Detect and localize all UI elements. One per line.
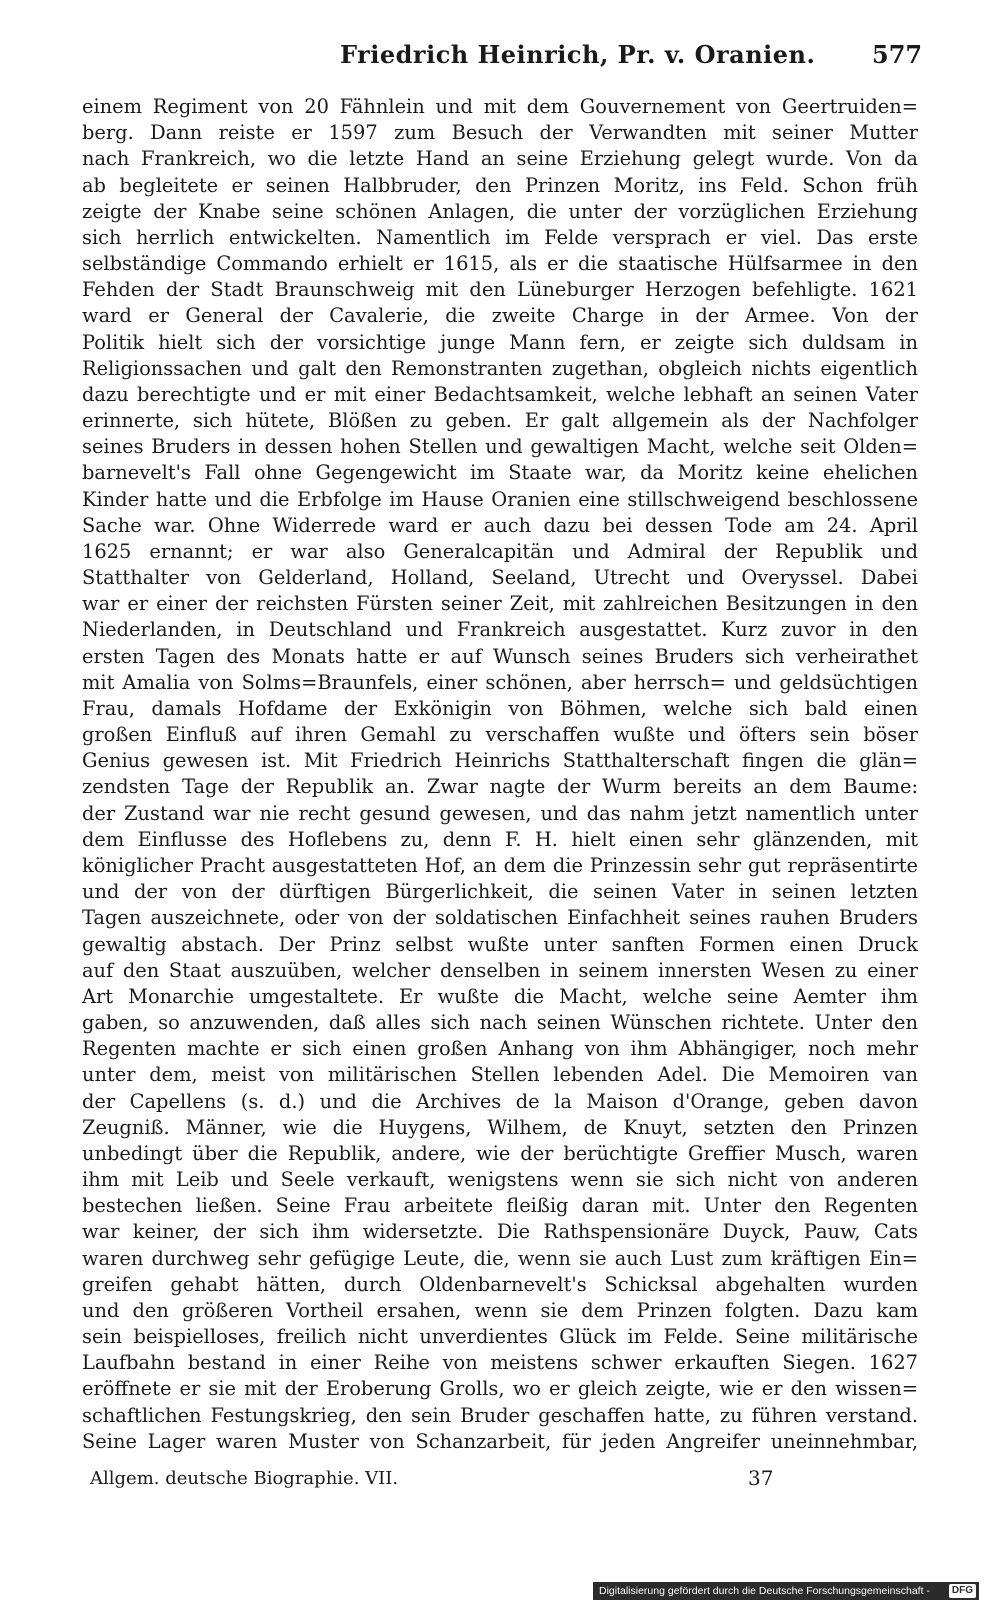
text-line: barnevelt's Fall ohne Gegengewicht im Staate war, da Moritz keine ehelichen — [82, 461, 918, 485]
signature-line: Allgem. deutsche Biographie. VII. — [90, 1468, 399, 1489]
text-line: unter dem, meist von militärischen Stellen lebenden Adel. Die Memoiren van — [82, 1063, 918, 1087]
text-line: mit Amalia von Solms=Braunfels, einer schönen, aber herrsch= und geldsüchtigen — [82, 670, 918, 694]
text-line: ihm mit Leib und Seele verkauft, wenigstens wenn sie sich nicht von anderen — [82, 1168, 918, 1192]
text-line: Laufbahn bestand in einer Reihe von meistens schwer erkauften Siegen. 1627 — [82, 1351, 918, 1375]
text-line: dem Einflusse des Hoflebens zu, denn F. H. hielt einen sehr glänzenden, mit — [82, 827, 918, 851]
text-line: 1625 ernannt; er war also Generalcapitän und Admiral der Republik und — [82, 539, 918, 563]
text-line: sein beispielloses, freilich nicht unverdientes Glück im Felde. Seine militärische — [82, 1325, 918, 1349]
text-line: ward er General der Cavalerie, die zweite Charge in der Armee. Von der — [82, 304, 918, 328]
text-line: auf den Staat auszuüben, welcher denselben in seinem innersten Wesen zu einer — [82, 958, 918, 982]
text-line: Sache war. Ohne Widerrede ward er auch dazu bei dessen Tode am 24. April — [82, 513, 918, 537]
text-line: Zeugniß. Männer, wie die Huygens, Wilhem, de Knuyt, setzten den Prinzen — [82, 1115, 918, 1139]
text-line: gewaltig abstach. Der Prinz selbst wußte unter sanften Formen einen Druck — [82, 932, 918, 956]
text-line: Regenten machte er sich einen großen Anhang von ihm Abhängiger, noch mehr — [82, 1037, 918, 1061]
text-line: selbständige Commando erhielt er 1615, als er die staatische Hülfsarmee in den — [82, 252, 918, 276]
text-line: berg. Dann reiste er 1597 zum Besuch der Verwandten mit seiner Mutter — [82, 121, 918, 145]
banner-text: Digitalisierung gefördert durch die Deutsche Forschungsgemeinschaft - — [599, 1585, 930, 1597]
text-line: und der von der dürftigen Bürgerlichkeit, die seinen Vater in seinen letzten — [82, 880, 918, 904]
text-line: waren durchweg sehr gefügige Leute, die, wenn sie auch Lust zum kräftigen Ein= — [82, 1246, 918, 1270]
text-line: Statthalter von Gelderland, Holland, Seeland, Utrecht und Overyssel. Dabei — [82, 566, 918, 590]
sheet-number: 37 — [748, 1466, 774, 1490]
text-line: seines Bruders in dessen hohen Stellen und gewaltigen Macht, welche seit Olden= — [82, 435, 918, 459]
text-line: zendsten Tage der Republik an. Zwar nagte der Wurm bereits an dem Baume: — [82, 775, 918, 799]
text-line: Genius gewesen ist. Mit Friedrich Heinrichs Statthalterschaft fingen die glän= — [82, 749, 918, 773]
text-line: zeigte der Knabe seine schönen Anlagen, die unter der vorzüglichen Erziehung — [82, 199, 918, 223]
text-line: der Capellens (s. d.) und die Archives de la Maison d'Orange, geben davon — [82, 1089, 918, 1113]
text-line: war er einer der reichsten Fürsten seiner Zeit, mit zahlreichen Besitzungen in den — [82, 592, 918, 616]
dfg-logo: DFG — [949, 1584, 976, 1598]
text-line: dazu berechtigte und er mit einer Bedachtsamkeit, welche lebhaft an seinen Vater — [82, 382, 918, 406]
body-text — [82, 94, 918, 1455]
running-title: Friedrich Heinrich, Pr. v. Oranien. — [340, 40, 816, 69]
text-line: gaben, so anzuwenden, daß alles sich nach seinen Wünschen richtete. Unter den — [82, 1011, 918, 1035]
text-line: sich herrlich entwickelten. Namentlich im Felde versprach er viel. Das erste — [82, 225, 918, 249]
text-line: nach Frankreich, wo die letzte Hand an seine Erziehung gelegt wurde. Von da — [82, 147, 918, 171]
text-line: eröffnete er sie mit der Eroberung Grolls, wo er gleich zeigte, wie er den wissen= — [82, 1377, 918, 1401]
text-line: ab begleitete er seinen Halbbruder, den Prinzen Moritz, ins Feld. Schon früh — [82, 173, 918, 197]
text-line: Fehden der Stadt Braunschweig mit den Lüneburger Herzogen befehligte. 1621 — [82, 278, 918, 302]
text-line: erinnerte, sich hütete, Blößen zu geben. Er galt allgemein als der Nachfolger — [82, 409, 918, 433]
text-line: Frau, damals Hofdame der Exkönigin von Böhmen, welche sich bald einen — [82, 696, 918, 720]
text-line: königlicher Pracht ausgestatteten Hof, an dem die Prinzessin sehr gut repräsentirte — [82, 853, 918, 877]
text-line: der Zustand war nie recht gesund gewesen, und das nahm jetzt namentlich unter — [82, 801, 918, 825]
text-line: großen Einfluß auf ihren Gemahl zu verschaffen wußte und öfters sein böser — [82, 723, 918, 747]
text-line: war keiner, der sich ihm widersetzte. Die Rathspensionäre Duyck, Pauw, Cats — [82, 1220, 918, 1244]
digitization-banner — [593, 1582, 979, 1600]
text-line: Politik hielt sich der vorsichtige junge Mann fern, er zeigte sich duldsam in — [82, 330, 918, 354]
text-line: einem Regiment von 20 Fähnlein und mit dem Gouvernement von Geertruiden= — [82, 95, 918, 118]
text-line: bestechen ließen. Seine Frau arbeitete fleißig daran mit. Unter den Regenten — [82, 1194, 918, 1218]
text-line: unbedingt über die Republik, andere, wie der berüchtigte Greffier Musch, waren — [82, 1141, 918, 1165]
text-line: Kinder hatte und die Erbfolge im Hause Oranien eine stillschweigend beschlossene — [82, 487, 918, 511]
text-line: Tagen auszeichnete, oder von der soldatischen Einfachheit seines rauhen Bruders — [82, 906, 918, 930]
text-line: Religionssachen und galt den Remonstranten zugethan, obgleich nichts eigentlich — [82, 356, 918, 380]
page-number: 577 — [872, 40, 923, 69]
text-line: Seine Lager waren Muster von Schanzarbeit, für jeden Angreifer uneinnehmbar, — [82, 1429, 918, 1453]
text-line: greifen gehabt hätten, durch Oldenbarnevelt's Schicksal abgehalten wurden — [82, 1272, 918, 1296]
text-line: Niederlanden, in Deutschland und Frankreich ausgestattet. Kurz zuvor in den — [82, 618, 918, 642]
text-line: und den größeren Vortheil ersahen, wenn sie dem Prinzen folgten. Dazu kam — [82, 1298, 918, 1322]
text-line: Art Monarchie umgestaltete. Er wußte die Macht, welche seine Aemter ihm — [82, 984, 918, 1008]
text-line: schaftlichen Festungskrieg, den sein Bruder geschaffen hatte, zu führen verstand. — [82, 1403, 918, 1427]
text-line: ersten Tagen des Monats hatte er auf Wunsch seines Bruders sich verheirathet — [82, 644, 918, 668]
